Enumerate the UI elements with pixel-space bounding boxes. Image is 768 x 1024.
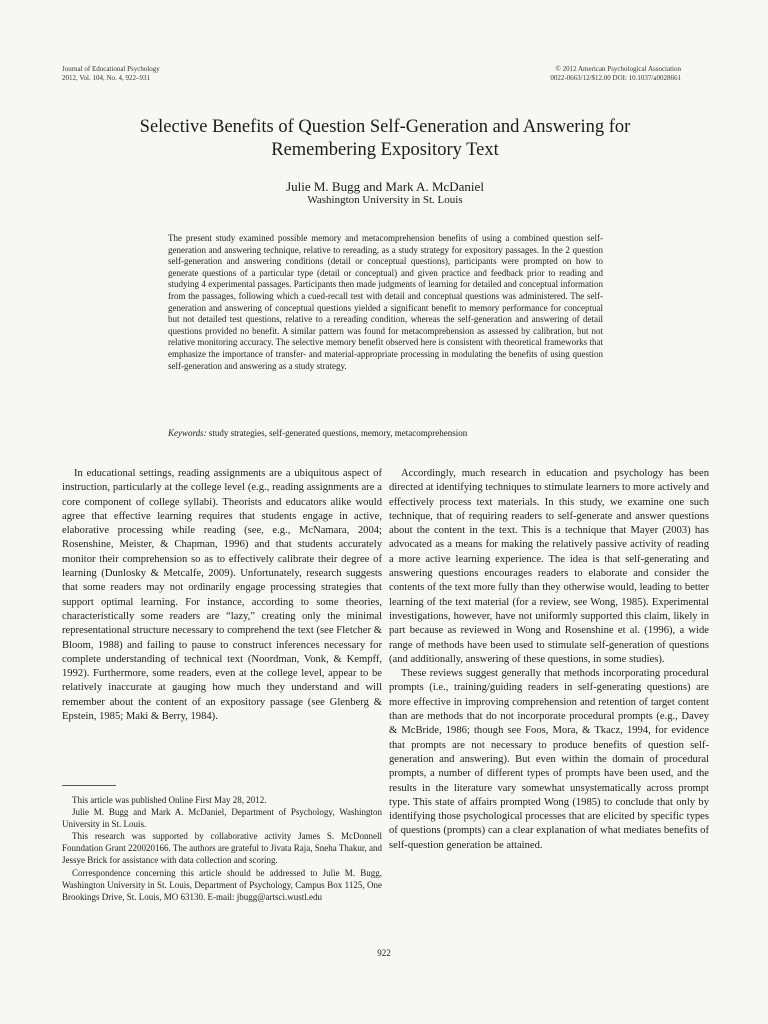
- page-number: 922: [377, 948, 391, 958]
- body-paragraph-1: Accordingly, much research in education and psychology has been directed at identifying techniques to stimulate learners to more actively and effectively process text materials. In this study, we examine one such technique, that of requiring readers to self-generate and answer questions about the content in the text. This is a technique that Mayer (2003) has advocated as a means for making the relatively passive activity of reading a more active learning experience. The idea is that self-generating and answering questions encourages readers to elaborate and consider the contents of the text more fully than they otherwise would, leading to better learning of the text material (for a review, see Wong, 1985). Experimental investigations, however, have not uniformly supported this claim, likely in part because as reviewed in Wong and Rosenshine et al. (1996), a wide range of methods have been used to stimulate self-generation of questions (and additionally, answering of these questions, in some studies).: [389, 468, 709, 665]
- author-affiliation: Washington University in St. Louis: [307, 194, 463, 206]
- journal-issue: 2012, Vol. 104, No. 4, 922–931: [62, 73, 151, 82]
- body-column-right: [389, 467, 709, 853]
- keywords-label: Keywords:: [168, 428, 207, 438]
- footnote-correspondence: Correspondence concerning this article should be addressed to Julie M. Bugg, Washington University in St. Louis, Department of Psychology, Campus Box 1125, One Brookings Drive, St. Louis, MO 63130. E-mail: jbugg@artsci.wustl.edu: [62, 867, 382, 902]
- intro-paragraph: In educational settings, reading assignments are a ubiquitous aspect of instruction, particularly at the college level (e.g., reading assignments are a core component of college syllabi). Theorists and educators alike would agree that effective learning requires that students engage in active, elaborative processing while reading (see, e.g., McNamara, 2004; Rosenshine, Meister, & Chapman, 1996) and that students accurately monitor their comprehension so as to effectively calibrate their degree of learning (Dunlosky & Metcalfe, 2009). Unfortunately, research suggests that some readers may not ordinarily engage processing strategies that support optimal learning. For instance, according to some theories, characteristically some readers are “lazy,” creating only the minimal representational structure necessary to comprehend the text (see Fletcher & Bloom, 1988) and failing to pause to construct inferences necessary for complete understanding of technical text (Noordman, Vonk, & Kempff, 1992). Furthermore, some readers, even at the college level, appear to be relatively inaccurate at gauging how much they understand and will remember about the content of an expository passage (see Glenberg & Epstein, 1985; Maki & Berry, 1984).: [62, 468, 382, 723]
- journal-header: [62, 65, 160, 82]
- author-names: Julie M. Bugg and Mark A. McDaniel: [286, 179, 484, 194]
- doi-line: 0022-0663/12/$12.00 DOI: 10.1037/a0028661: [550, 73, 681, 82]
- keywords: [168, 428, 608, 439]
- copyright-notice: © 2012 American Psychological Association: [555, 65, 681, 73]
- keywords-text: study strategies, self-generated questions, memory, metacomprehension: [208, 428, 468, 438]
- title-line-2: Remembering Expository Text: [271, 140, 499, 160]
- article-title: [60, 116, 710, 162]
- footnote-online: This article was published Online First May 28, 2012.: [72, 795, 267, 805]
- abstract: The present study examined possible memory and metacomprehension benefits of using a combined question self-generation and answering technique, relative to rereading, as a study strategy for expository passages. In the 2 question self-generation and answering conditions (detail or conceptual questions), participants were prompted on how to generate questions of a particular type (detail or conceptual) and given practice and feedback prior to reading and studying 4 experimental passages. Participants then made judgments of learning for detailed and conceptual information from the passages, following which a cued-recall test with detail and conceptual questions was administered. The self-generation and answering of conceptual questions yielded a significant benefit to memory performance for conceptual but not detailed test questions, relative to a rereading condition, whereas the self-generation and answering of detail questions provided no benefit. A similar pattern was found for metacomprehension as assessed by calibration, but not relative monitoring accuracy. The selective memory benefit observed here is consistent with theoretical frameworks that emphasize the importance of transfer- and material-appropriate processing in modulating the benefits of using question self-generation and answering as a study strategy.: [168, 233, 603, 371]
- copyright-header: [550, 65, 681, 82]
- body-paragraph-2: These reviews suggest generally that methods incorporating procedural prompts (i.e., training/guiding readers in self-generating questions) are more effective in improving comprehension and retention of target content than are methods that do not incorporate procedural prompts (e.g., Davey & McBride, 1986; though see Foos, Mora, & Tkacz, 1994, for evidence that prompts are not necessary to produce benefits of question self-generation and answering). But even within the domain of procedural prompts, a number of different types of prompts have been used, and the results in the literature vary somewhat unsystematically across prompt type. This state of affairs prompted Wong (1985) to conclude that only by identifying those psychological processes that are elicited by specific types of questions (prompts) can a clear explanation of what mediates benefits of self-question generation be attained.: [389, 668, 709, 851]
- title-line-1: Selective Benefits of Question Self-Generation and Answering for: [139, 117, 631, 137]
- footnote-support: This research was supported by collaborative activity James S. McDonnell Foundation Grant 220020166. The authors are grateful to Jivata Raja, Sneha Thakur, and Jessye Brick for assistance with data collection and scoring.: [62, 831, 382, 866]
- footnote-authors: Julie M. Bugg and Mark A. McDaniel, Department of Psychology, Washington University in St. Louis.: [62, 807, 382, 830]
- journal-name: Journal of Educational Psychology: [62, 65, 160, 73]
- footnote-divider: [62, 785, 116, 786]
- body-column-left: [62, 467, 382, 724]
- footnotes: [62, 794, 382, 903]
